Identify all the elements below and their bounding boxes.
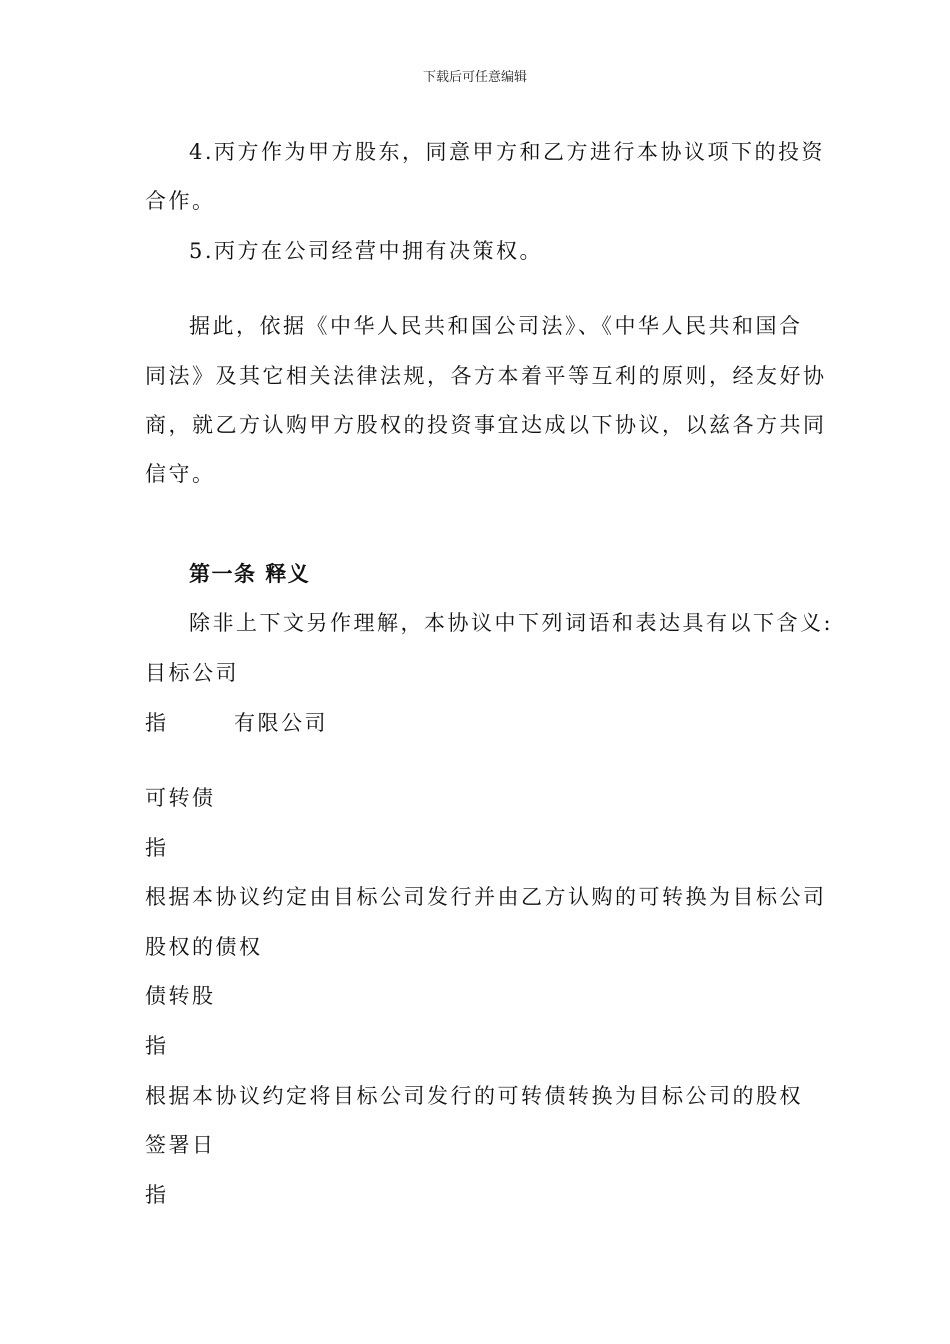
term-def-debt-to-equity: 根据本协议约定将目标公司发行的可转债转换为目标公司的股权: [145, 1084, 803, 1108]
term-zhi-convertible-bond: 指: [145, 836, 169, 860]
article1-lead: 除非上下文另作理解，本协议中下列词语和表达具有以下含义:: [189, 611, 834, 635]
term-zhi-signing-date: 指: [145, 1183, 169, 1207]
item4-line1: 4.丙方作为甲方股东，同意甲方和乙方进行本协议项下的投资: [189, 140, 826, 164]
item5: 5.丙方在公司经营中拥有决策权。: [189, 239, 544, 263]
term-name-convertible-bond: 可转债: [145, 786, 216, 810]
term-def-target-company: 有限公司: [234, 711, 328, 735]
basis-line1: 据此，依据《中华人民共和国公司法》、《中华人民共和国合: [189, 314, 803, 338]
term-def-convertible-bond-line2: 股权的债权: [145, 935, 263, 959]
term-name-signing-date: 签署日: [145, 1133, 216, 1157]
term-name-target-company: 目标公司: [145, 661, 239, 685]
term-zhi-target-company: 指: [145, 711, 169, 735]
basis-line4: 信守。: [145, 462, 216, 486]
item4-line2: 合作。: [145, 189, 216, 213]
article1-title: 第一条 释义: [189, 561, 311, 586]
basis-line2: 同法》及其它相关法律法规，各方本着平等互利的原则，经友好协: [145, 364, 827, 388]
term-name-debt-to-equity: 债转股: [145, 984, 216, 1008]
term-zhi-debt-to-equity: 指: [145, 1034, 169, 1058]
basis-line3: 商，就乙方认购甲方股权的投资事宜达成以下协议，以兹各方共同: [145, 413, 827, 437]
page-header: 下载后可任意编辑: [422, 70, 527, 85]
term-def-convertible-bond-line1: 根据本协议约定由目标公司发行并由乙方认购的可转换为目标公司: [145, 885, 827, 909]
